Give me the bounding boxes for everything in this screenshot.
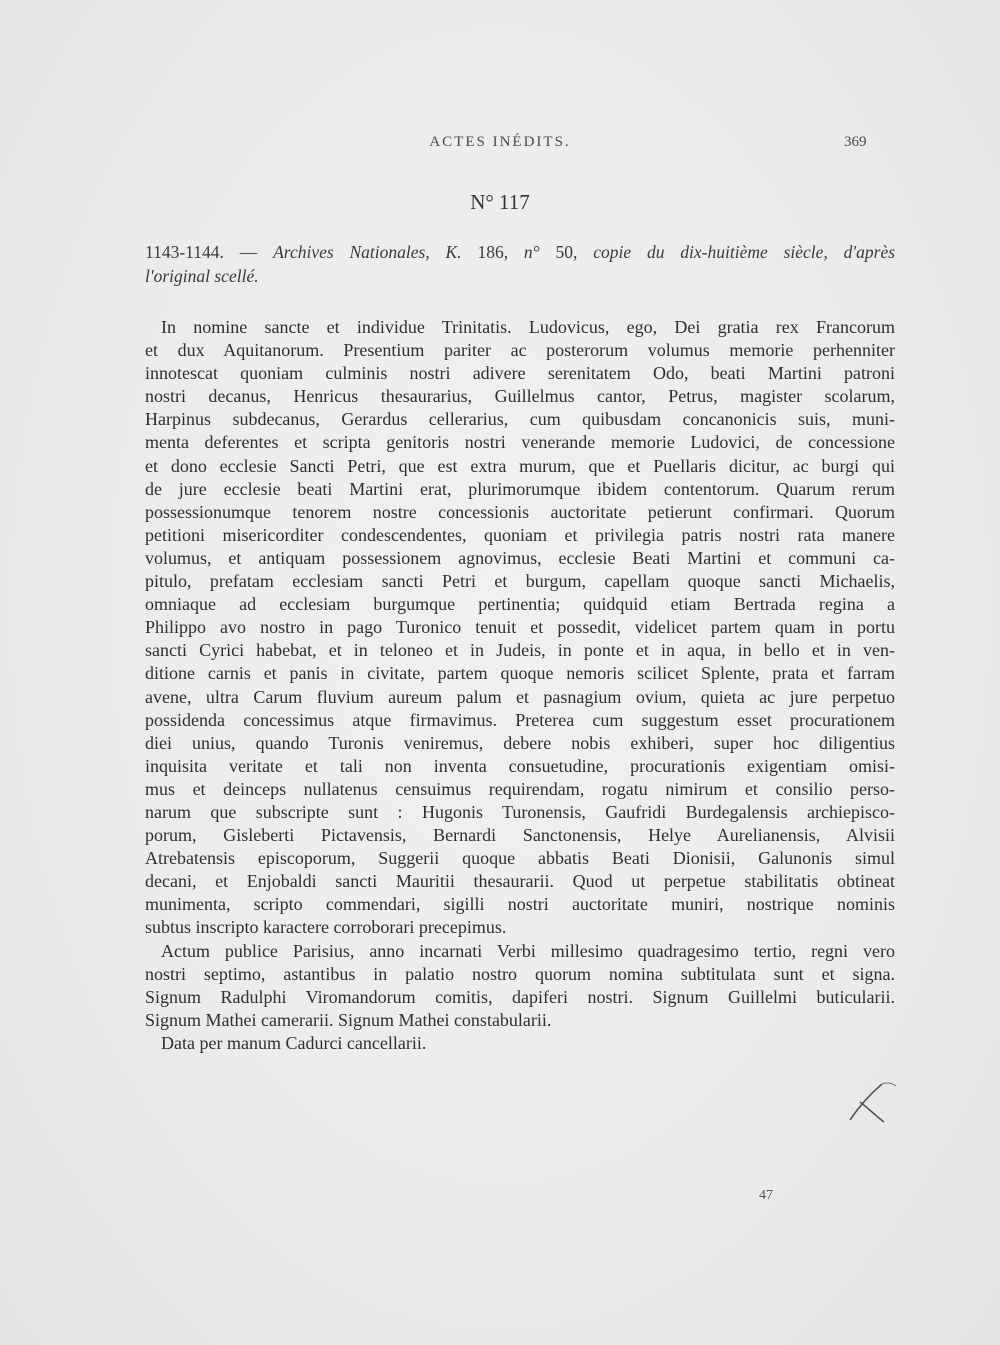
text-line: possidenda concessimus atque firmavimus. Preterea cum suggestum esset procurationem — [145, 709, 895, 730]
text-line: mus et deinceps nullatenus censuimus requirendam, rogatu nimirum et consilio perso- — [145, 778, 895, 799]
text-line: Actum publice Parisius, anno incarnati Verbi millesimo quadragesimo tertio, regni vero — [161, 940, 895, 961]
text-line: avene, ultra Carum fluvium aureum palum et pasnagium ovium, quieta ac jure perpetuo — [145, 686, 895, 707]
source-archive: Archives Nationales, K. — [273, 242, 462, 262]
text-line: subtus inscripto karactere corroborari precepimus. — [145, 917, 507, 938]
source-ref: 186, — [477, 242, 509, 262]
text-line: et dux Aquitanorum. Presentium pariter ac posterorum volumus memorie perhenniter — [145, 340, 895, 361]
text-line: Harpinus subdecanus, Gerardus cellerarius, cum quibusdam concanonicis suis, muni- — [145, 409, 895, 430]
source-line-1 — [145, 240, 895, 264]
source-no-value: 50, — [555, 242, 578, 262]
paragraph-2 — [145, 940, 895, 1032]
text-line: possessionumque tenorem nostre concessionis auctoritate petierunt confirmari. Quorum — [145, 501, 895, 522]
text-line: volumus, et antiquam possessionem agnovimus, ecclesie Beati Martini et communi ca- — [145, 547, 895, 568]
text-line: diei unius, quando Turonis veniremus, debere nobis exhiberi, super hoc diligentius — [145, 732, 895, 753]
text-line: munimenta, scripto commendari, sigilli nostri auctoritate muniri, nostrique nominis — [145, 894, 895, 915]
text-line: sancti Cyrici habebat, et in teloneo et in Judeis, in ponte et in aqua, in bello et in ven- — [145, 640, 895, 661]
signature-mark: 47 — [759, 1188, 773, 1203]
charter-text — [145, 316, 895, 1055]
text-line: Data per manum Cadurci cancellarii. — [161, 1032, 427, 1053]
text-line: Signum Radulphi Viromandorum comitis, dapiferi nostri. Signum Guillelmi buticularii. — [145, 986, 895, 1007]
source-no-label: n° — [523, 242, 540, 262]
text-line: Signum Mathei camerarii. Signum Mathei constabularii. — [145, 1009, 552, 1030]
source-note — [145, 240, 895, 288]
text-line: et dono ecclesie Sancti Petri, que est extra murum, que et Puellaris dicitur, ac burgi qui — [145, 455, 895, 476]
text-line: decani, et Enjobaldi sancti Mauritii thesaurarii. Quod ut perpetue stabilitatis obtineat — [145, 871, 895, 892]
text-line: nostri decanus, Henricus thesaurarius, Guillelmus cantor, Petrus, magister scolarum, — [145, 386, 895, 407]
handwritten-mark-icon — [842, 1078, 902, 1128]
paragraph-3 — [145, 1032, 895, 1055]
text-line: innotescat quoniam culminis nostri adivere serenitatem Odo, beati Martini patroni — [145, 363, 895, 384]
text-line: nostri septimo, astantibus in palatio nostro quorum nomina subtitulata sunt et signa. — [145, 963, 895, 984]
paragraph-1 — [145, 316, 895, 940]
text-line: inquisita veritate et tali non inventa consuetudine, procurationis exigentiam omisi- — [145, 755, 895, 776]
text-line: In nomine sancte et individue Trinitatis. Ludovicus, ego, Dei gratia rex Francorum — [161, 317, 895, 337]
text-line: Atrebatensis episcoporum, Suggerii quoque abbatis Beati Dionisii, Galunonis simul — [145, 848, 895, 869]
document-number: N° 117 — [470, 190, 530, 214]
text-line: petitioni misericorditer condescendentes, quoniam et privilegia patris nostri rata manere — [145, 524, 895, 545]
text-line: pitulo, prefatam ecclesiam sancti Petri et burgum, capellam quoque sancti Michaelis, — [145, 571, 895, 592]
text-line: Philippo avo nostro in pago Turonico tenuit et possedit, videlicet partem quam in portu — [145, 617, 895, 638]
text-line: narum que subscripte sunt : Hugonis Turonensis, Gaufridi Burdegalensis archiepisco- — [145, 801, 895, 822]
text-line: menta deferentes et scripta genitoris nostri venerande memorie Ludovici, de concessione — [145, 432, 895, 453]
text-line: de jure ecclesie beati Martini erat, plurimorumque ibidem contentorum. Quarum rerum — [145, 478, 895, 499]
running-head: ACTES INÉDITS. — [429, 134, 571, 150]
text-line: porum, Gisleberti Pictavensis, Bernardi Sanctonensis, Helye Aurelianensis, Alvisii — [145, 825, 895, 846]
source-dates: 1143-1144. — — [145, 242, 258, 262]
text-line: omniaque ad ecclesiam burgumque pertinentia; quidquid etiam Bertrada regina a — [145, 594, 895, 615]
source-copy-line-2: l'original scellé. — [145, 266, 259, 286]
source-copy-line-1: copie du dix-huitième siècle, d'après — [593, 242, 896, 262]
page-number: 369 — [844, 134, 867, 150]
text-line: ditione carnis et panis in civitate, partem quoque nemoris scilicet Splente, prata et farram — [145, 663, 895, 684]
